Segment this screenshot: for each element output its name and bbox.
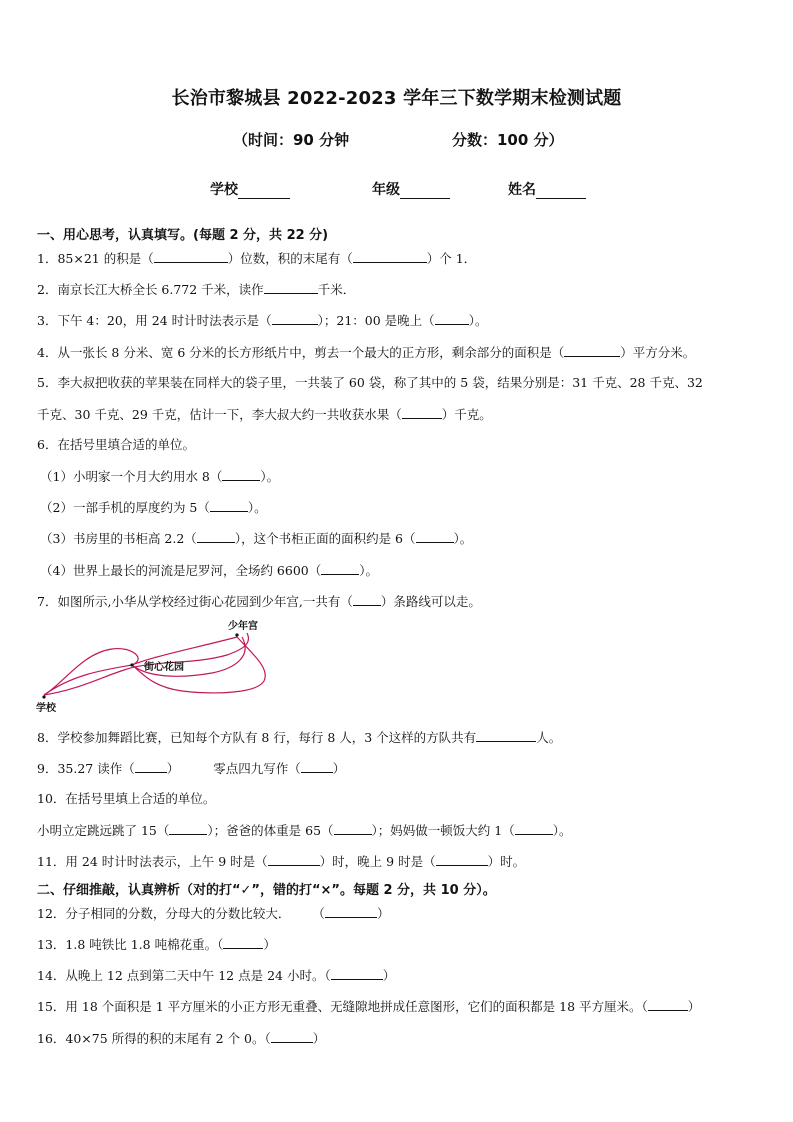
page-title: 长治市黎城县 2022-2023 学年三下数学期末检测试题: [171, 88, 622, 109]
question-14: 14．从晚上 12 点到第二天中午 12 点是 24 小时。（ ）: [37, 968, 396, 983]
name-label: 姓名: [508, 182, 536, 198]
question-10: 10．在括号里填上合适的单位。: [37, 791, 216, 806]
question-13: 13．1.8 吨铁比 1.8 吨棉花重。（ ）: [37, 937, 276, 952]
garden-label: 街心花园: [144, 662, 184, 673]
exam-time: （时间：90 分钟: [233, 131, 350, 149]
question-11: 11．用 24 时计时法表示，上午 9 时是（ ）时，晚上 9 时是（ ）时。: [37, 854, 526, 869]
answer-blank[interactable]: [325, 905, 377, 918]
answer-blank[interactable]: [301, 760, 333, 773]
question-12: 12．分子相同的分数，分母大的分数比较大． （ ）: [37, 906, 390, 921]
name-input-line[interactable]: [536, 184, 586, 199]
answer-blank[interactable]: [416, 530, 454, 543]
question-1: 1．85×21 的积是（ ）位数，积的末尾有（ ）个 1．: [37, 251, 477, 266]
answer-blank[interactable]: [436, 853, 488, 866]
question-2: 2．南京长江大桥全长 6.772 千米，读作 千米．: [37, 282, 356, 297]
answer-blank[interactable]: [476, 729, 536, 742]
grade-input-line[interactable]: [400, 184, 450, 199]
route-diagram: [32, 615, 282, 715]
question-5-line2: 千克、30 千克、29 千克，估计一下，李大叔大约一共收获水果（ ）千克。: [37, 407, 492, 422]
answer-blank[interactable]: [435, 312, 469, 325]
answer-blank[interactable]: [210, 499, 248, 512]
answer-blank[interactable]: [334, 822, 372, 835]
answer-blank[interactable]: [268, 853, 320, 866]
school-label: 学校: [210, 182, 238, 198]
question-9: 9．35.27 读作（ ） 零点四九写作（ ）: [37, 761, 346, 776]
answer-blank[interactable]: [402, 406, 442, 419]
school-point: [42, 695, 45, 698]
answer-blank[interactable]: [272, 312, 318, 325]
exam-score: 分数：100 分）: [452, 131, 564, 149]
section2-heading: 二、仔细推敲，认真辨析（对的打“✓”，错的打“×”。每题 2 分，共 10 分）。: [37, 883, 496, 898]
question-15: 15．用 18 个面积是 1 平方厘米的小正方形无重叠、无缝隙地拼成任意图形，它们的面积都是 18 平方厘米。（ ）: [37, 999, 701, 1014]
garden-point: [130, 663, 133, 666]
question-3: 3．下午 4：20，用 24 时计时法表示是（ ）；21：00 是晚上（ ）。: [37, 313, 488, 328]
question-16: 16．40×75 所得的积的末尾有 2 个 0。（ ）: [37, 1031, 326, 1046]
palace-label: 少年宫: [228, 621, 258, 632]
answer-blank[interactable]: [353, 593, 381, 606]
school-diagram-label: 学校: [36, 703, 56, 714]
answer-blank[interactable]: [223, 936, 263, 949]
school-field: [210, 179, 290, 199]
school-input-line[interactable]: [238, 184, 290, 199]
answer-blank[interactable]: [515, 822, 553, 835]
question-5-line1: 5．李大叔把收获的苹果装在同样大的袋子里，一共装了 60 袋，称了其中的 5 袋，结果分别是：31 千克、28 千克、32: [37, 375, 703, 390]
question-10-line: 小明立定跳远跳了 15（ ）；爸爸的体重是 65（ ）；妈妈做一顿饭大约 1（ ）。: [37, 823, 572, 838]
answer-blank[interactable]: [169, 822, 207, 835]
answer-blank[interactable]: [135, 760, 167, 773]
answer-blank[interactable]: [197, 530, 235, 543]
answer-blank[interactable]: [648, 998, 688, 1011]
question-7: 7．如图所示,小华从学校经过街心花园到少年宫,一共有（ ）条路线可以走。: [37, 594, 481, 609]
grade-label: 年级: [372, 182, 400, 198]
answer-blank[interactable]: [154, 250, 228, 263]
question-6-1: （1）小明家一个月大约用水 8（ ）。: [40, 469, 280, 484]
question-4: 4．从一张长 8 分米、宽 6 分米的长方形纸片中，剪去一个最大的正方形，剩余部分的面积是（ ）平方分米。: [37, 345, 696, 360]
question-8: 8．学校参加舞蹈比赛，已知每个方队有 8 行，每行 8 人，3 个这样的方队共有 人。: [37, 730, 562, 745]
palace-point: [235, 633, 238, 636]
question-6: 6．在括号里填合适的单位。: [37, 437, 195, 452]
answer-blank[interactable]: [271, 1030, 313, 1043]
answer-blank[interactable]: [564, 344, 620, 357]
section1-heading: 一、用心思考，认真填写。(每题 2 分，共 22 分): [37, 228, 329, 243]
question-6-2: （2）一部手机的厚度约为 5（ ）。: [40, 500, 267, 515]
grade-field: [372, 179, 450, 199]
route-path: [44, 649, 138, 695]
answer-blank[interactable]: [222, 468, 260, 481]
answer-blank[interactable]: [264, 281, 318, 294]
answer-blank[interactable]: [321, 562, 359, 575]
question-6-4: （4）世界上最长的河流是尼罗河，全场约 6600（ ）。: [40, 563, 379, 578]
name-field: [508, 179, 586, 199]
answer-blank[interactable]: [353, 250, 427, 263]
answer-blank[interactable]: [331, 967, 383, 980]
question-6-3: （3）书房里的书柜高 2.2（ ），这个书柜正面的面积约是 6（ ）。: [40, 531, 473, 546]
